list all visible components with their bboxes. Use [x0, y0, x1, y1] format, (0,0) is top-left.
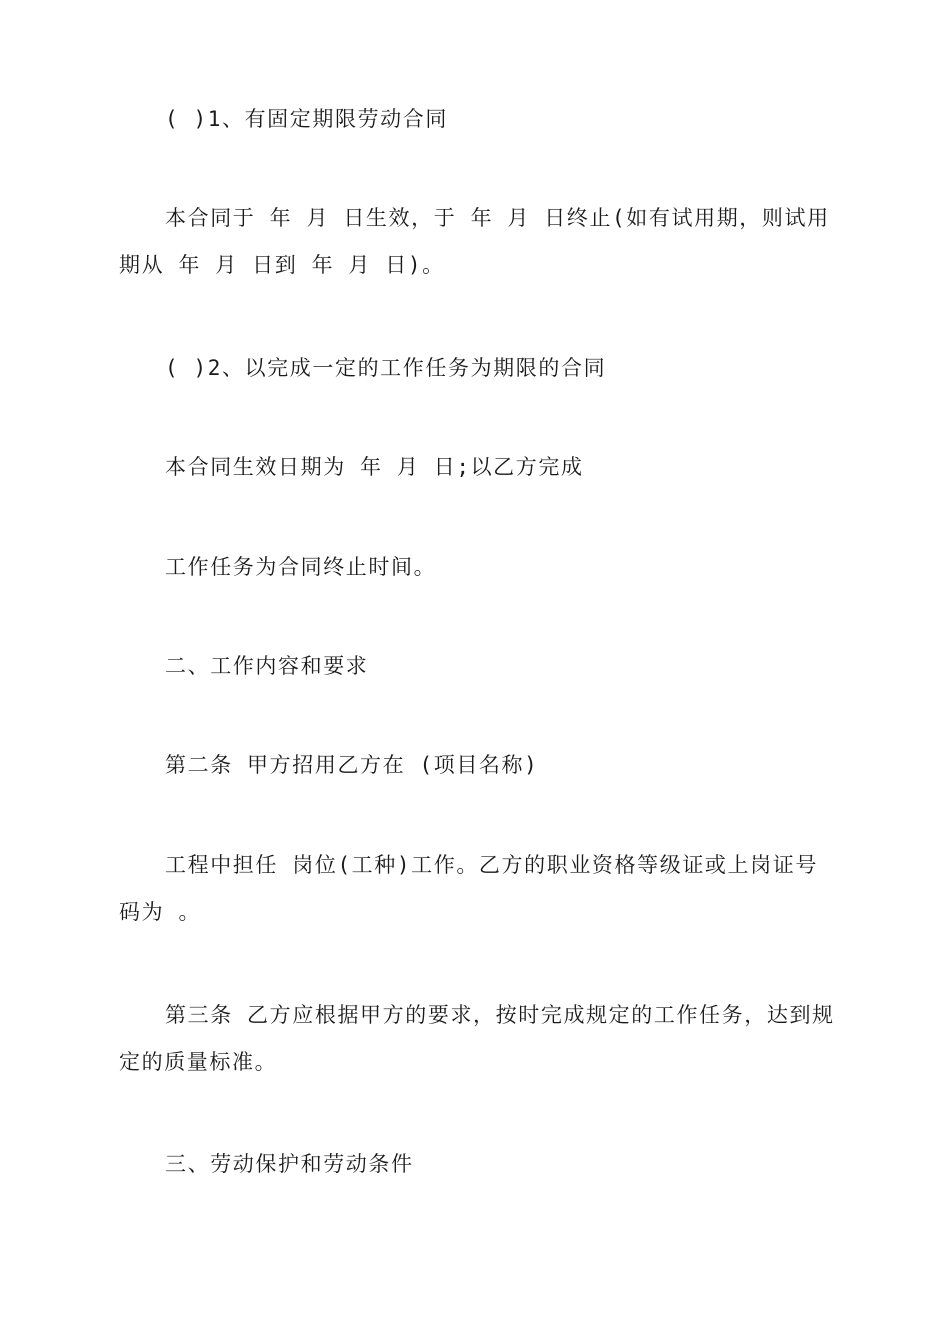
article-2-project: 第二条 甲方招用乙方在 (项目名称): [165, 753, 539, 777]
section-heading-work-content: 二、工作内容和要求: [165, 654, 369, 678]
paragraph-fixed-term-option: ( )1、有固定期限劳动合同: [165, 107, 448, 131]
section-heading-labor-protection: 三、劳动保护和劳动条件: [165, 1152, 414, 1176]
article-2-position: 工程中担任 岗位(工种)工作。乙方的职业资格等级证或上岗证号码为 。: [119, 853, 818, 924]
paragraph-task-term-end: 工作任务为合同终止时间。: [165, 555, 437, 579]
paragraph-fixed-term-dates: 本合同于 年 月 日生效，于 年 月 日终止(如有试用期，则试用期从 年 月 日到 年 月 日)。: [119, 206, 830, 277]
paragraph-task-term-option: ( )2、以完成一定的工作任务为期限的合同: [165, 356, 607, 380]
paragraph-task-term-start: 本合同生效日期为 年 月 日;以乙方完成: [165, 455, 584, 479]
article-3-requirements: 第三条 乙方应根据甲方的要求，按时完成规定的工作任务，达到规定的质量标准。: [119, 1003, 835, 1074]
